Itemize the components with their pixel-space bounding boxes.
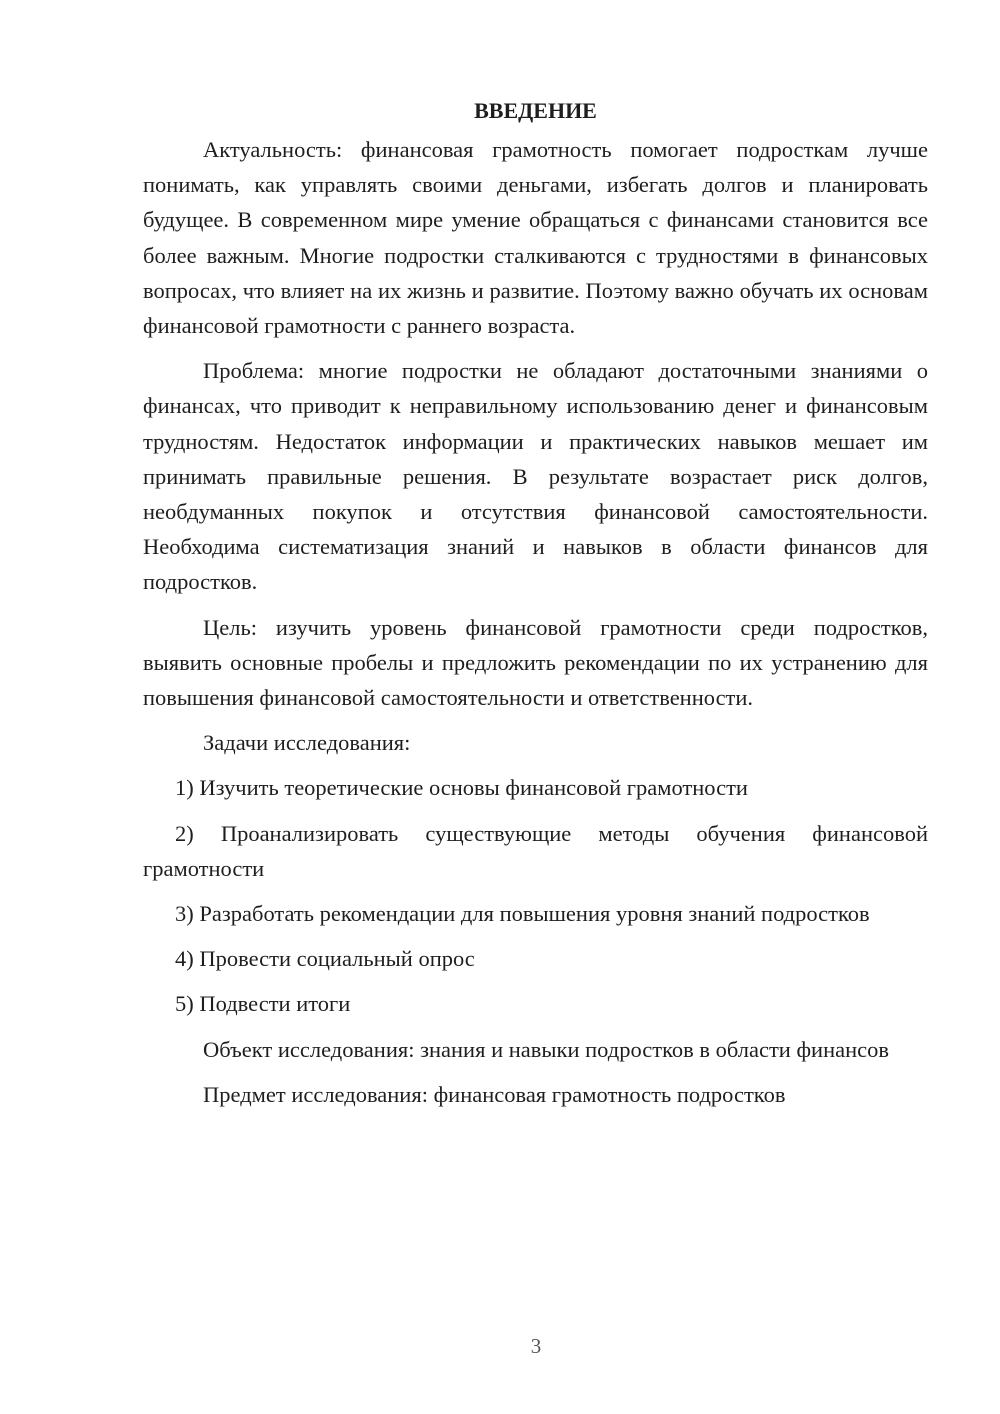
section-title: ВВЕДЕНИЕ (474, 98, 597, 123)
task-item-1: 1) Изучить теоретические основы финансовой грамотности (175, 775, 748, 801)
task-item-4: 4) Провести социальный опрос (175, 946, 475, 972)
research-object-paragraph: Объект исследования: знания и навыки подростков в области финансов (203, 1036, 889, 1062)
task-item-5: 5) Подвести итоги (175, 991, 351, 1017)
tasks-heading: Задачи исследования: (203, 730, 411, 756)
problem-paragraph: Проблема: многие подростки не обладают достаточными знаниями о финансах, что приводит к неправильному использованию денег и финансовым трудностям. Недостаток информации и практических навыков мешает им принимать правильные решения. В результате возрастает риск долгов, необдуманных покупок и отсутствия финансовой самостоятельности. Необходима систематизация знаний и навыков в области финансов для подростков. (143, 358, 928, 595)
research-subject-paragraph: Предмет исследования: финансовая грамотность подростков (203, 1081, 786, 1107)
relevance-paragraph: Актуальность: финансовая грамотность помогает подросткам лучше понимать, как управлять своими деньгами, избегать долгов и планировать будущее. В современном мире умение обращаться с финансами становится все более важным. Многие подростки сталкиваются с трудностями в финансовых вопросах, что влияет на их жизнь и развитие. Поэтому важно обучать их основам финансовой грамотности с раннего возраста. (143, 137, 928, 339)
page-number: 3 (530, 1334, 542, 1358)
task-item-2: 2) Проанализировать существующие методы обучения финансовой грамотности (143, 820, 928, 881)
document-page (143, 96, 928, 1122)
goal-paragraph: Цель: изучить уровень финансовой грамотности среди подростков, выявить основные пробелы и предложить рекомендации по их устранению для повышения финансовой самостоятельности и ответственности. (143, 614, 928, 711)
task-item-3: 3) Разработать рекомендации для повышения уровня знаний подростков (175, 901, 870, 927)
